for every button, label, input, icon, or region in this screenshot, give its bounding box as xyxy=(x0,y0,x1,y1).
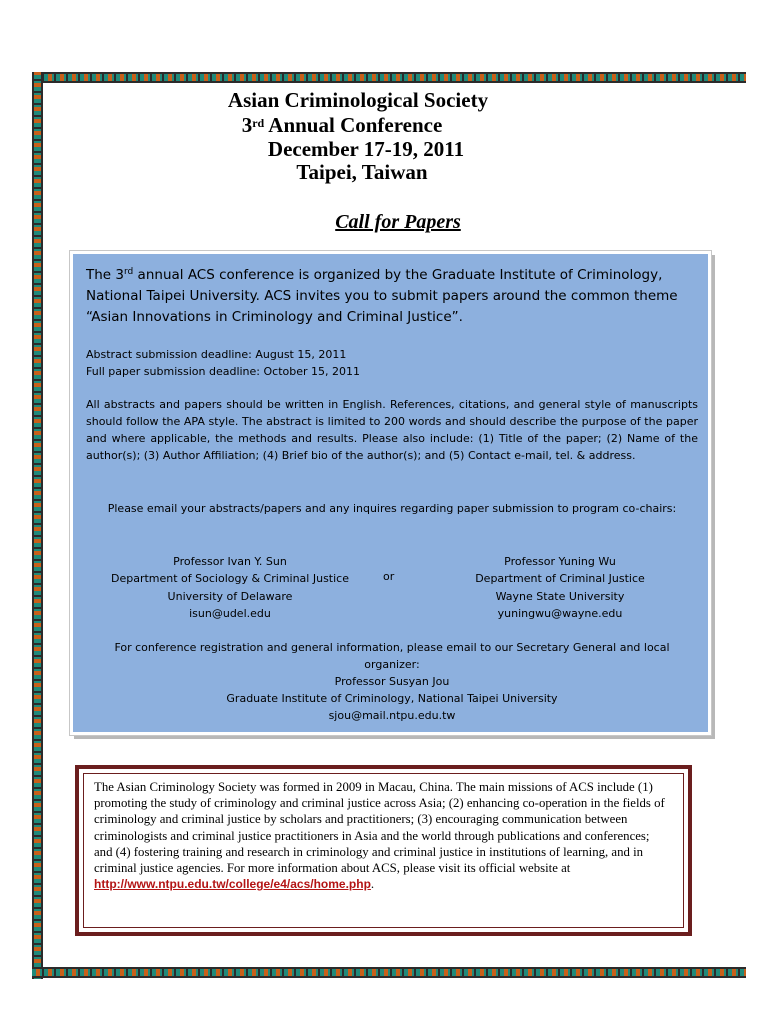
intro-paragraph xyxy=(86,265,706,328)
intro-part2: annual ACS conference is organized by the Graduate Institute of Criminology, National Taipei University. ACS invites you to submit papers around the common theme “Asian Innovations in Criminology and Criminal Justice”. xyxy=(86,267,678,325)
top-decorative-border xyxy=(32,72,746,83)
left-decorative-border xyxy=(32,72,43,979)
conference-title-rest: Annual Conference xyxy=(264,113,443,137)
organizer-name: Professor Susyan Jou xyxy=(334,675,450,688)
deadlines xyxy=(86,346,706,380)
about-paragraph xyxy=(94,779,669,892)
call-for-papers-heading: Call for Papers xyxy=(335,211,461,233)
organizer-institute: Graduate Institute of Criminology, National Taipei University xyxy=(226,692,558,705)
abstract-deadline: Abstract submission deadline: August 15, 2011 xyxy=(86,348,347,361)
bottom-decorative-border xyxy=(32,967,746,978)
organizer-email[interactable]: sjou@mail.ntpu.edu.tw xyxy=(328,709,456,722)
chair-department: Department of Criminal Justice xyxy=(475,572,645,586)
about-acs-box xyxy=(75,765,692,936)
intro-sup: rd xyxy=(124,267,134,277)
co-chair-2 xyxy=(425,553,695,622)
about-end: . xyxy=(370,877,375,892)
conference-location: Taipei, Taiwan xyxy=(296,160,428,184)
registration-note: For conference registration and general information, please email to our Secretary General and local organizer: xyxy=(114,641,670,671)
chair-department: Department of Sociology & Criminal Justice xyxy=(111,572,349,586)
co-chair-1 xyxy=(95,553,365,622)
submission-guidelines: All abstracts and papers should be written in English. References, citations, and general style of manuscripts should follow the APA style. The abstract is limited to 200 words and should describe the purpose of the paper and where applicable, the methods and results. Please also include: (1) Title of the paper; (2) Name of the author(s); (3) Author Affiliation; (4) Brief bio of the author(s); and (5) Contact e-mail, tel. & address. xyxy=(86,398,698,462)
chair-email[interactable]: isun@udel.edu xyxy=(189,606,271,620)
or-separator: or xyxy=(383,570,395,583)
registration-info xyxy=(86,639,698,724)
conference-number: 3 xyxy=(241,113,253,137)
chair-name: Professor Yuning Wu xyxy=(504,555,616,568)
full-paper-deadline: Full paper submission deadline: October 15, 2011 xyxy=(86,365,361,378)
chair-university: Wayne State University xyxy=(495,589,625,603)
society-title: Asian Criminological Society xyxy=(227,88,489,112)
conference-title xyxy=(0,113,726,138)
email-instructions: Please email your abstracts/papers and any inquires regarding paper submission to program co-chairs: xyxy=(107,502,677,515)
chair-university: University of Delaware xyxy=(167,589,293,603)
chair-name: Professor Ivan Y. Sun xyxy=(173,555,287,568)
intro-part1: The 3 xyxy=(86,267,124,283)
conference-dates: December 17-19, 2011 xyxy=(267,137,465,161)
about-text: The Asian Criminology Society was formed in 2009 in Macau, China. The main missions of ACS include (1) promoting the study of criminology and criminal justice across Asia; (2) enhancing co-operation in the fields of criminology and criminal justice by scholars and practitioners; (3) encouraging communication between criminologists and criminal justice practitioners in Asia and the world through publications and conferences; and (4) fostering training and research in criminology and criminal justice in institutions of learning, and in criminal justice agencies. For more information about ACS, please visit its official website at xyxy=(94,780,665,876)
acs-website-link[interactable]: http://www.ntpu.edu.tw/college/e4/acs/home.php xyxy=(94,877,371,892)
ordinal-suffix: rd xyxy=(252,116,265,130)
chair-email[interactable]: yuningwu@wayne.edu xyxy=(497,606,623,620)
call-details-box xyxy=(70,251,711,735)
